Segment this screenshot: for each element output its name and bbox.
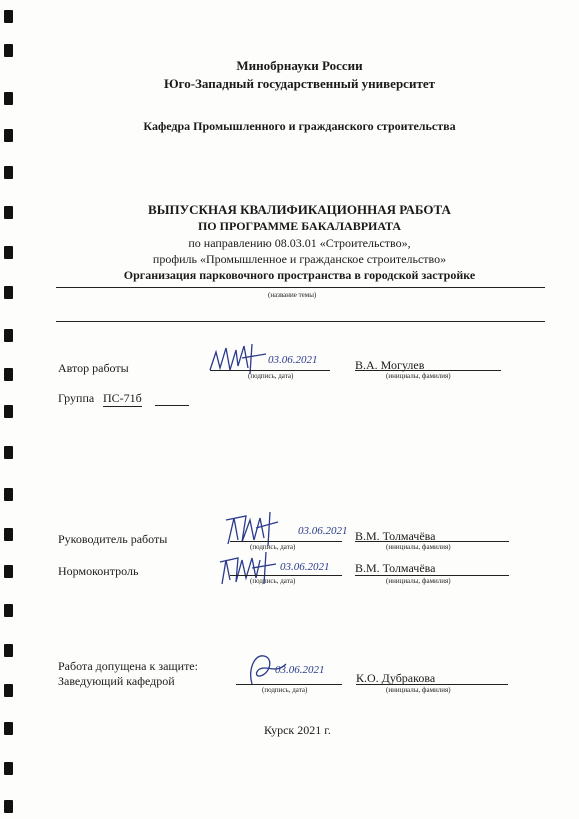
binding-hole <box>4 722 13 735</box>
author-name-line <box>355 370 501 371</box>
direction-text: по направлению 08.03.01 «Строительство», <box>188 236 411 250</box>
supervisor-name-caption: (инициалы, фамилия) <box>386 543 451 551</box>
binding-hole <box>4 405 13 418</box>
normcontrol-name-caption: (инициалы, фамилия) <box>386 577 451 585</box>
author-name-caption: (инициалы, фамилия) <box>386 372 451 380</box>
department-head-sign-line <box>236 684 342 685</box>
normcontrol-sign-line <box>230 575 342 576</box>
department-head-label: Заведующий кафедрой <box>58 674 175 688</box>
binding-hole <box>4 286 13 299</box>
author-label: Автор работы <box>58 361 129 375</box>
author-sign-date: 03.06.2021 <box>268 354 318 366</box>
university-name: Юго-Западный государственный университет <box>164 76 435 91</box>
binding-hole <box>4 565 13 578</box>
group-value: ПС-71б <box>103 391 142 405</box>
normcontrol-name-line <box>355 575 509 576</box>
author-sign-line <box>210 370 330 371</box>
topic-caption: (название темы) <box>268 291 317 299</box>
topic-second-line <box>56 321 545 322</box>
topic-underline <box>56 287 545 288</box>
document-title: ВЫПУСКНАЯ КВАЛИФИКАЦИОННАЯ РАБОТА <box>148 202 451 217</box>
department-head-sign-caption: (подпись, дата) <box>262 686 308 694</box>
supervisor-label: Руководитель работы <box>58 532 168 546</box>
binding-hole <box>4 446 13 459</box>
supervisor-sign-date: 03.06.2021 <box>298 525 348 537</box>
department-name: Кафедра Промышленного и гражданского строительства <box>143 119 456 133</box>
supervisor-name: В.М. Толмачёва <box>355 529 436 543</box>
department-head-name-caption: (инициалы, фамилия) <box>386 686 451 694</box>
document-subtitle: ПО ПРОГРАММЕ БАКАЛАВРИАТА <box>197 219 402 233</box>
author-sign-caption: (подпись, дата) <box>248 372 294 380</box>
binding-hole <box>4 368 13 381</box>
supervisor-sign-line <box>230 541 342 542</box>
binding-hole <box>4 10 13 23</box>
city-year: Курск 2021 г. <box>264 723 331 737</box>
department-head-name: К.О. Дубракова <box>356 671 436 685</box>
binding-hole <box>4 329 13 342</box>
binding-hole <box>4 800 13 813</box>
binding-hole <box>4 488 13 501</box>
department-head-name-line <box>356 684 508 685</box>
normcontrol-sign-date: 03.06.2021 <box>280 561 330 573</box>
supervisor-name-line <box>355 541 509 542</box>
binding-hole <box>4 92 13 105</box>
binding-hole <box>4 762 13 775</box>
binding-hole <box>4 44 13 57</box>
binding-hole <box>4 684 13 697</box>
supervisor-sign-caption: (подпись, дата) <box>250 543 296 551</box>
thesis-topic: Организация парковочного пространства в городской застройке <box>123 268 476 282</box>
author-name: В.А. Могулев <box>355 358 425 372</box>
binding-hole <box>4 604 13 617</box>
group-line <box>155 405 189 406</box>
binding-hole <box>4 166 13 179</box>
normcontrol-sign-caption: (подпись, дата) <box>250 577 296 585</box>
normcontrol-name: В.М. Толмачёва <box>355 561 436 575</box>
ministry-name: Минобрнауки России <box>236 58 363 73</box>
profile-text: профиль «Промышленное и гражданское строительство» <box>152 252 447 266</box>
normcontrol-label: Нормоконтроль <box>58 564 139 578</box>
binding-hole <box>4 644 13 657</box>
binding-hole <box>4 528 13 541</box>
department-head-sign-date: 03.06.2021 <box>275 664 325 676</box>
group-label: Группа <box>58 391 95 405</box>
admission-label: Работа допущена к защите: <box>58 659 198 673</box>
